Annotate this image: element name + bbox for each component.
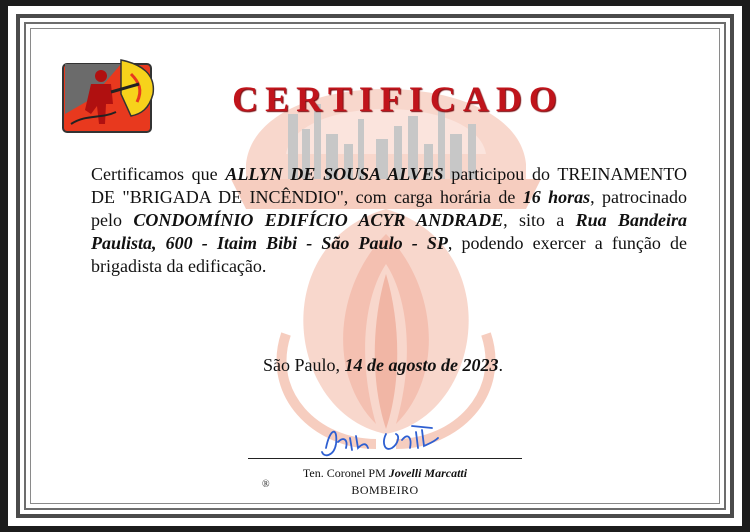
certificate-body: [91, 163, 687, 278]
registered-mark: ®: [262, 479, 270, 490]
address: Rua Bandeira Paulista, 600 - Itaim Bibi - São Paulo - SP: [91, 210, 688, 253]
hours: 16 horas: [522, 187, 591, 207]
handwritten-signature: [316, 418, 456, 462]
firefighter-logo-icon: [61, 54, 161, 136]
signer-role: BOMBEIRO: [351, 483, 419, 497]
body-address-prefix: , sito a: [503, 210, 565, 230]
body-training: participou do TREINAMENTO DE "BRIGADA DE INCÊNDIO", com carga horária de: [91, 164, 688, 207]
issue-date-line: [208, 355, 558, 376]
sponsor-name: CONDOMÍNIO EDIFÍCIO ACYR ANDRADE: [133, 210, 504, 230]
body-sponsor-prefix: , patrocinado pelo: [91, 187, 688, 230]
date-city: São Paulo,: [263, 355, 341, 375]
date-value: 14 de agosto de 2023: [344, 355, 499, 375]
signature-line: [248, 458, 522, 459]
body-intro: Certificamos que: [91, 164, 218, 184]
recipient-name: ALLYN DE SOUSA ALVES: [225, 164, 444, 184]
certificate-title: CERTIFICADO: [232, 79, 564, 119]
signer-name: [248, 466, 522, 481]
certificate-page: [8, 6, 742, 526]
signer-rank: Ten. Coronel PM: [302, 466, 386, 480]
body-closing: , podendo exercer a função de brigadista da edificação.: [91, 233, 687, 276]
signer-surname: Jovelli Marcatti: [388, 466, 468, 480]
date-end: .: [498, 355, 503, 375]
